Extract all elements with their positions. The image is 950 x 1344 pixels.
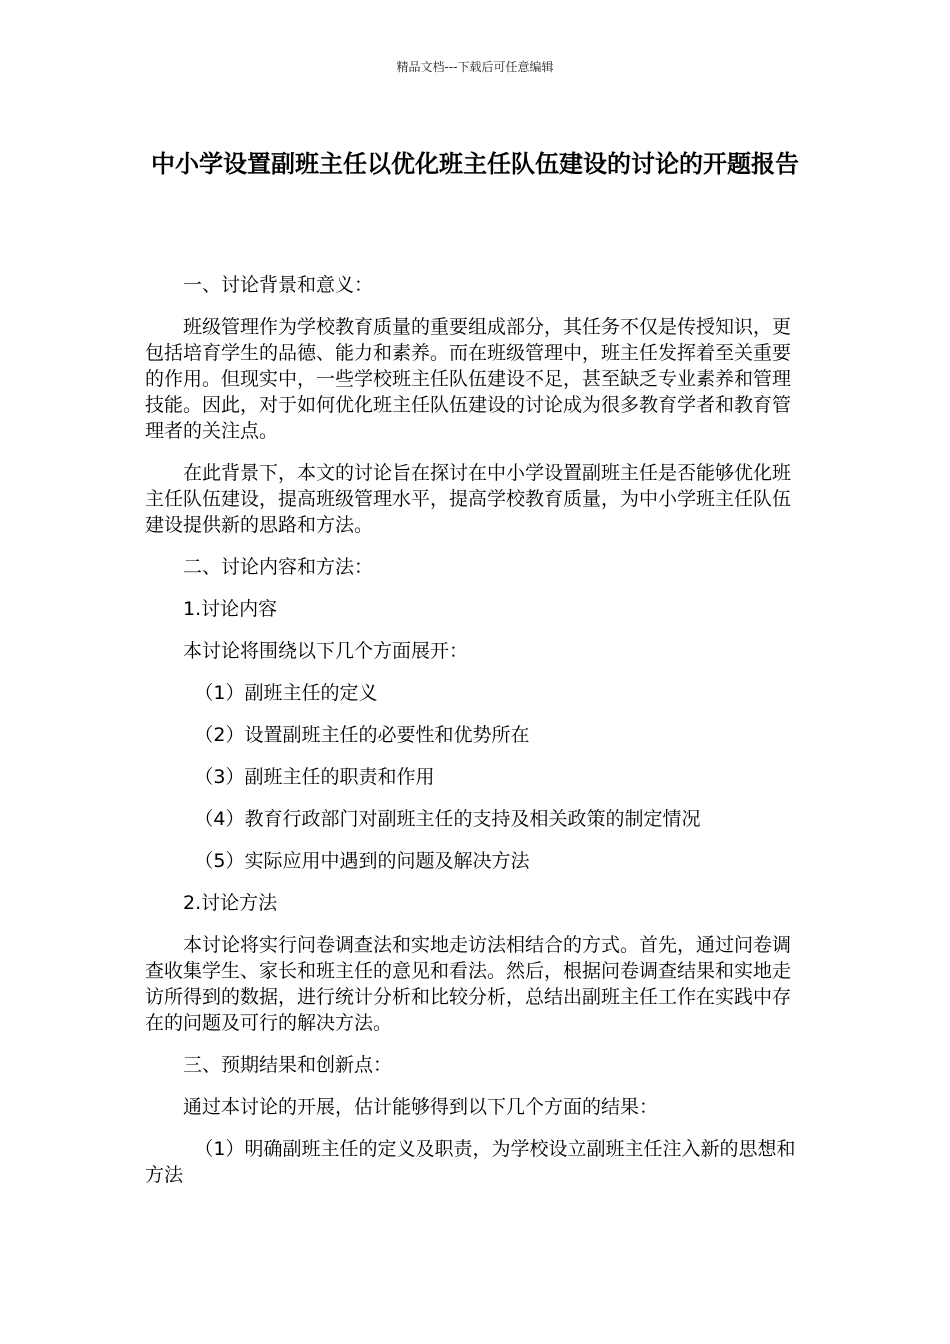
paragraph-method: 本讨论将实行问卷调查法和实地走访法相结合的方式。首先，通过问卷调查收集学生、家长和班主任的意见和看法。然后，根据问卷调查结果和实地走访所得到的数据，进行统计分析和比较分析，总结出副班主任工作在实践中存在的问题及可行的解决方法。 (145, 934, 792, 1034)
document-body (145, 272, 805, 1204)
section-heading-content-method: 二、讨论内容和方法： (183, 556, 374, 578)
list-item: （2）设置副班主任的必要性和优势所在 (194, 724, 530, 746)
results-intro: 通过本讨论的开展，估计能够得到以下几个方面的结果： (183, 1096, 659, 1118)
list-item: （4）教育行政部门对副班主任的支持及相关政策的制定情况 (194, 808, 701, 830)
paragraph-background-2: 在此背景下，本文的讨论旨在探讨在中小学设置副班主任是否能够优化班主任队伍建设，提高班级管理水平，提高学校教育质量，为中小学班主任队伍建设提供新的思路和方法。 (145, 462, 792, 536)
content-intro: 本讨论将围绕以下几个方面展开： (183, 640, 469, 662)
list-item: （1）明确副班主任的定义及职责，为学校设立副班主任注入新的思想和方法 (145, 1138, 796, 1186)
paragraph-background-1: 班级管理作为学校教育质量的重要组成部分，其任务不仅是传授知识，更包括培育学生的品德、能力和素养。而在班级管理中，班主任发挥着至关重要的作用。但现实中，一些学校班主任队伍建设不足，甚至缺乏专业素养和管理技能。因此，对于如何优化班主任队伍建设的讨论成为很多教育学者和教育管理者的关注点。 (145, 316, 792, 442)
subheading-content: 1.讨论内容 (183, 598, 278, 620)
section-heading-results: 三、预期结果和创新点： (183, 1054, 393, 1076)
list-item: （5）实际应用中遇到的问题及解决方法 (194, 850, 530, 872)
subheading-method: 2.讨论方法 (183, 892, 278, 914)
section-heading-background: 一、讨论背景和意义： (183, 274, 374, 296)
document-title: 中小学设置副班主任以优化班主任队伍建设的讨论的开题报告 (151, 150, 799, 178)
header-note: 精品文档---下载后可任意编辑 (396, 60, 554, 74)
list-item: （3）副班主任的职责和作用 (194, 766, 435, 788)
list-item: （1）副班主任的定义 (194, 682, 378, 704)
